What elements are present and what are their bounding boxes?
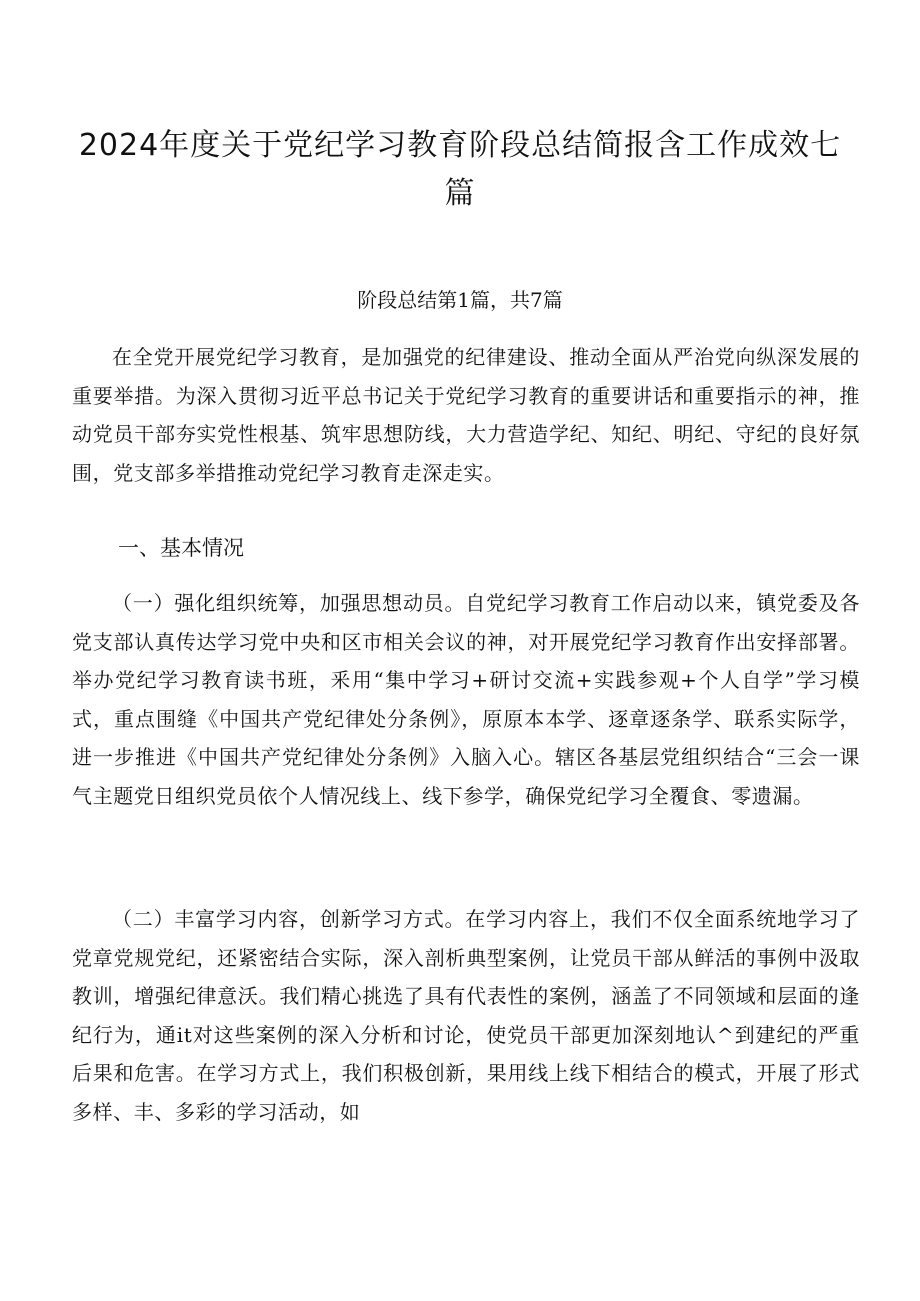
section-heading-basic-situation: 一、基本情况 xyxy=(118,536,244,560)
intro-paragraph: 在全党开展党纪学习教育，是加强党的纪律建设、推动全面从严治党向纵深发展的重要举措。为深入贯彻习近平总书记关于党纪学习教育的重要讲话和重要指示的神，推动党员干部夯实党性根基、筑牢思想防线，大力营造学纪、知纪、明纪、守纪的良好氛围，党支部多举措推动党纪学习教育走深走实。 xyxy=(72,345,860,485)
document-subtitle: 阶段总结第1篇，共7篇 xyxy=(357,288,563,312)
paragraph-organization: （一）强化组织统筹，加强思想动员。自党纪学习教育工作启动以来，镇党委及各党支部认真传达学习党中央和区市相关会议的神，对开展党纪学习教育作出安择部署。举办党纪学习教育读书班，釆用“集中学习+研讨交流+实践参观+个人自学”学习模式，重点围缝《中国共产党纪律处分条例》，原原本本学、逐章逐条学、联系实际学，进一步推进《中国共产党纪律处分条例》入脑入心。辖区各基层党组织结合“三会一课气主题党日组织党员依个人情况线上、线下参学，确保党纪学习全覆食、零遗漏。 xyxy=(72,591,860,808)
paragraph-learning-content: （二）丰富学习内容，创新学习方式。在学习内容上，我们不仅全面系统地学习了党章党规党纪，还紧密结合实际，深入剖析典型案例，让党员干部从鲜活的事例中汲取教训，增强纪律意沃。我们精心挑选了具有代表性的案例，涵盖了不同领域和层面的逢纪行为，通it对这些案例的深入分析和讨论，使党员干部更加深刻地认^到建纪的严重后果和危害。在学习方式上，我们积极创新，果用线上线下相结合的模式，开展了形式多样、丰、多彩的学习活动，如 xyxy=(72,907,860,1124)
document-title: 2024年度关于党纪学习教育阶段总结简报含工作成效七篇 xyxy=(78,128,842,211)
